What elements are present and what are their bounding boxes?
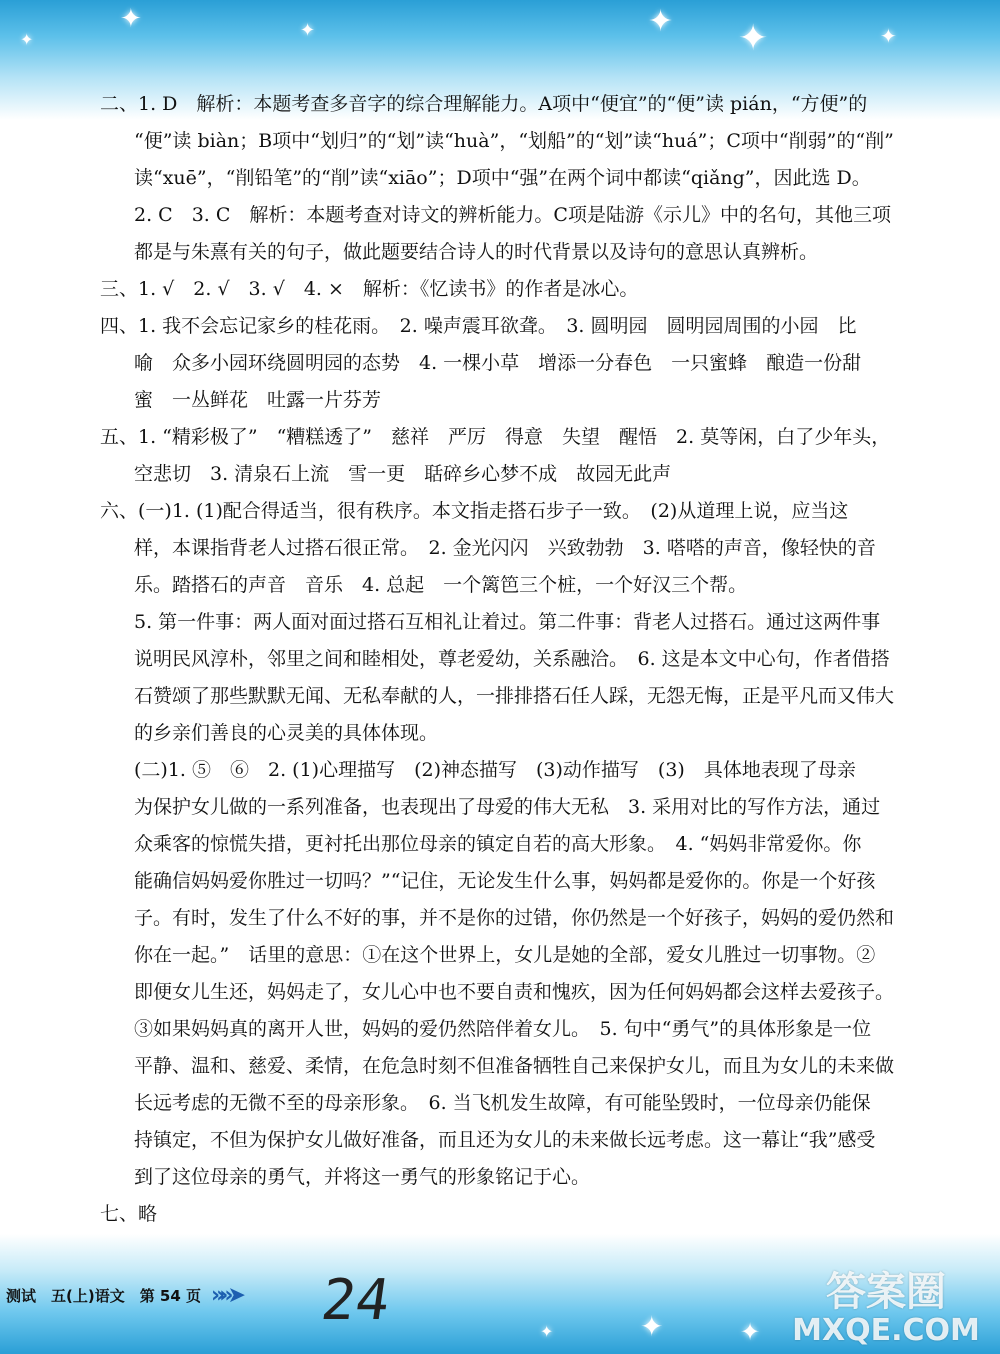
answer-line: 到了这位母亲的勇气，并将这一勇气的形象铭记于心。 [134, 1166, 591, 1188]
answer-content [100, 86, 920, 1233]
answer-line: 为保护女儿做的一系列准备，也表现出了母爱的伟大无私 3. 采用对比的写作方法，通过 [134, 796, 881, 818]
answer-line: 都是与朱熹有关的句子，做此题要结合诗人的时代背景以及诗句的意思认真辨析。 [134, 241, 819, 263]
answer-line: 四、1. 我不会忘记家乡的桂花雨。 2. 噪声震耳欲聋。 3. 圆明园 圆明园周围的小园 比 [100, 315, 857, 337]
answer-line: 持镇定，不但为保护女儿做好准备，而且还为女儿的未来做长远考虑。这一幕让“我”感受 [134, 1129, 876, 1151]
answer-line: 子。有时，发生了什么不好的事，并不是你的过错，你仍然是一个好孩子，妈妈的爱仍然和 [134, 907, 895, 929]
sparkle-icon: ✦ [300, 20, 316, 41]
sparkle-icon: ✦ [540, 1322, 554, 1341]
answer-line: 乐。踏搭石的声音 音乐 4. 总起 一个篱笆三个桩，一个好汉三个帮。 [134, 574, 748, 596]
answer-line: 喻 众多小园环绕圆明园的态势 4. 一棵小草 增添一分春色 一只蜜蜂 酿造一份甜 [134, 352, 862, 374]
sparkle-icon: ✦ [738, 18, 769, 59]
answer-line: (二)1. ⑤ ⑥ 2. (1)心理描写 (2)神态描写 (3)动作描写 (3) 具体地表现了母亲 [134, 759, 856, 781]
handwritten-page-number: 24 [317, 1268, 395, 1333]
answer-line: 三、1. √ 2. √ 3. √ 4. × 解析：《忆读书》的作者是冰心。 [100, 278, 639, 300]
answer-line: 你在一起。” 话里的意思：①在这个世界上，女儿是她的全部，爱女儿胜过一切事物。② [134, 944, 876, 966]
answer-line: 读“xuē”，“削铅笔”的“削”读“xiāo”；D项中“强”在两个词中都读“qiǎng”，因此选 D。 [134, 167, 871, 189]
answer-line: 能确信妈妈爱你胜过一切吗？”“记住，无论发生什么事，妈妈都是爱你的。你是一个好孩 [134, 870, 876, 892]
sparkle-icon: ✦ [648, 4, 674, 39]
answer-line: 二、1. D 解析：本题考查多音字的综合理解能力。A项中“便宜”的“便”读 pián，“方便”的 [100, 93, 868, 115]
answer-line: 空悲切 3. 清泉石上流 雪一更 聒碎乡心梦不成 故园无此声 [134, 463, 672, 485]
answer-line: 七、略 [100, 1203, 158, 1225]
arrow-icon: »»➤ [211, 1282, 240, 1308]
answer-line: 样，本课指背老人过搭石很正常。 2. 金光闪闪 兴致勃勃 3. 嗒嗒的声音，像轻快的音 [134, 537, 876, 559]
answer-line: 说明民风淳朴，邻里之间和睦相处，尊老爱幼，关系融洽。 6. 这是本文中心句，作者借搭 [134, 648, 890, 670]
answer-line: 五、1. “精彩极了” “糟糕透了” 慈祥 严厉 得意 失望 醒悟 2. 莫等闲，白了少年头， [100, 426, 891, 448]
footer-label: 测试 五(上)语文 第 54 页 [6, 1286, 202, 1305]
answer-line: 的乡亲们善良的心灵美的具体体现。 [134, 722, 439, 744]
watermark-logo [786, 1270, 986, 1348]
sparkle-icon: ✦ [880, 24, 897, 48]
answer-line: 众乘客的惊慌失措，更衬托出那位母亲的镇定自若的高大形象。 4. “妈妈非常爱你。你 [134, 833, 862, 855]
answer-line: “便”读 biàn；B项中“划归”的“划”读“huà”，“划船”的“划”读“huá”；C项中“削弱”的“削” [134, 130, 894, 152]
answer-line: 长远考虑的无微不至的母亲形象。 6. 当飞机发生故障，有可能坠毁时，一位母亲仍能保 [134, 1092, 871, 1114]
sparkle-icon: ✦ [740, 1318, 761, 1346]
answer-line: 平静、温和、慈爱、柔情，在危急时刻不但准备牺牲自己来保护女儿，而且为女儿的未来做 [134, 1055, 895, 1077]
sparkle-icon: ✦ [120, 4, 142, 34]
sparkle-icon: ✦ [20, 30, 34, 49]
answer-line: 2. C 3. C 解析：本题考查对诗文的辨析能力。C项是陆游《示儿》中的名句，其他三项 [134, 204, 891, 226]
answer-line: 六、(一)1. (1)配合得适当，很有秩序。本文指走搭石步子一致。 (2)从道理上说，应当这 [100, 500, 849, 522]
answer-line: 石赞颂了那些默默无闻、无私奉献的人，一排排搭石任人踩，无怨无悔，正是平凡而又伟大 [134, 685, 895, 707]
page-footer [6, 1280, 326, 1310]
answer-line: 5. 第一件事：两人面对面过搭石互相礼让着过。第二件事：背老人过搭石。通过这两件事 [134, 611, 881, 633]
sparkle-icon: ✦ [640, 1310, 664, 1343]
answer-line: 蜜 一丛鲜花 吐露一片芬芳 [134, 389, 382, 411]
watermark-url: MXQE.COM [792, 1313, 980, 1348]
answer-line: 即便女儿生还，妈妈走了，女儿心中也不要自责和愧疚，因为任何妈妈都会这样去爱孩子。 [134, 981, 895, 1003]
watermark-text: 答案圈 [826, 1269, 946, 1315]
answer-line: ③如果妈妈真的离开人世，妈妈的爱仍然陪伴着女儿。 5. 句中“勇气”的具体形象是一位 [134, 1018, 872, 1040]
